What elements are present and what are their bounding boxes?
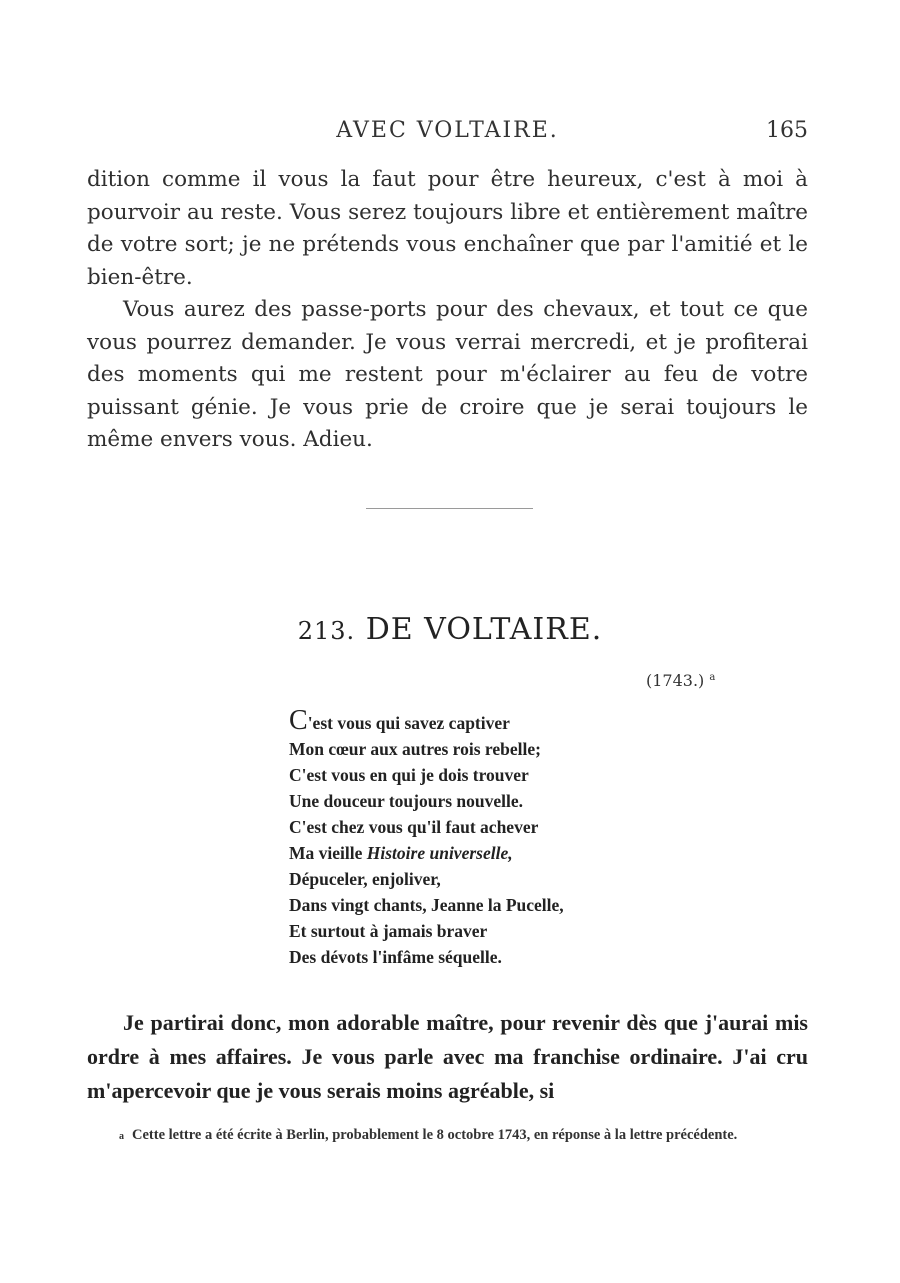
poem-line: Des dévots l'infâme séquelle. bbox=[289, 947, 502, 967]
paragraph: Vous aurez des passe-ports pour des chevaux, et tout ce que vous pourrez demander. Je vous verrai mercredi, et je profiterai des moments qui me restent pour m'éclairer au feu de votre puissant génie. Je vous prie de croire que je serai toujours le même envers vous. Adieu. bbox=[87, 297, 808, 452]
letter-body bbox=[87, 1006, 808, 1108]
poem-line: Dans vingt chants, Jeanne la Pucelle, bbox=[289, 895, 564, 915]
poem bbox=[289, 705, 564, 970]
footnote-ref: a bbox=[709, 672, 716, 683]
running-title: AVEC VOLTAIRE. bbox=[336, 118, 559, 143]
date-text: (1743.) bbox=[646, 671, 705, 690]
paragraph: dition comme il vous la faut pour être heureux, c'est à moi à pourvoir au reste. Vous serez toujours libre et entièrement maître de votre sort; je ne prétends vous enchaîner que par l'amitié et le bien-être. bbox=[87, 167, 808, 290]
poem-line-text: Ma vieille bbox=[289, 843, 367, 863]
drop-cap: C bbox=[289, 705, 308, 736]
footnote-marker: a bbox=[119, 1131, 124, 1142]
running-head bbox=[87, 118, 808, 148]
poem-line: Et surtout à jamais braver bbox=[289, 921, 488, 941]
poem-line bbox=[289, 840, 564, 866]
letter-heading bbox=[0, 612, 900, 647]
poem-line: Dépuceler, enjoliver, bbox=[289, 869, 441, 889]
book-title: Histoire universelle, bbox=[366, 843, 513, 863]
poem-line: C'est vous en qui je dois trouver bbox=[289, 765, 529, 785]
letter-title: DE VOLTAIRE. bbox=[365, 612, 603, 647]
footnote-paragraph bbox=[87, 1124, 808, 1148]
footnote bbox=[87, 1124, 808, 1148]
poem-line: Une douceur toujours nouvelle. bbox=[289, 791, 523, 811]
letter-number: 213. bbox=[297, 617, 356, 645]
poem-line bbox=[289, 705, 564, 736]
poem-line-text: 'est vous qui savez captiver bbox=[307, 713, 510, 733]
letter-date bbox=[646, 671, 715, 690]
section-divider bbox=[366, 508, 533, 509]
paragraph: Je partirai donc, mon adorable maître, pour revenir dès que j'aurai mis ordre à mes affaires. Je vous parle avec ma franchise ordinaire. J'ai cru m'apercevoir que je vous serais moins agréable, si bbox=[87, 1010, 808, 1103]
continued-letter-text bbox=[87, 164, 808, 457]
footnote-text: Cette lettre a été écrite à Berlin, probablement le 8 octobre 1743, en réponse à la lettre précédente. bbox=[132, 1127, 738, 1143]
page-number: 165 bbox=[766, 118, 808, 143]
poem-line: C'est chez vous qu'il faut achever bbox=[289, 817, 539, 837]
poem-line: Mon cœur aux autres rois rebelle; bbox=[289, 739, 541, 759]
